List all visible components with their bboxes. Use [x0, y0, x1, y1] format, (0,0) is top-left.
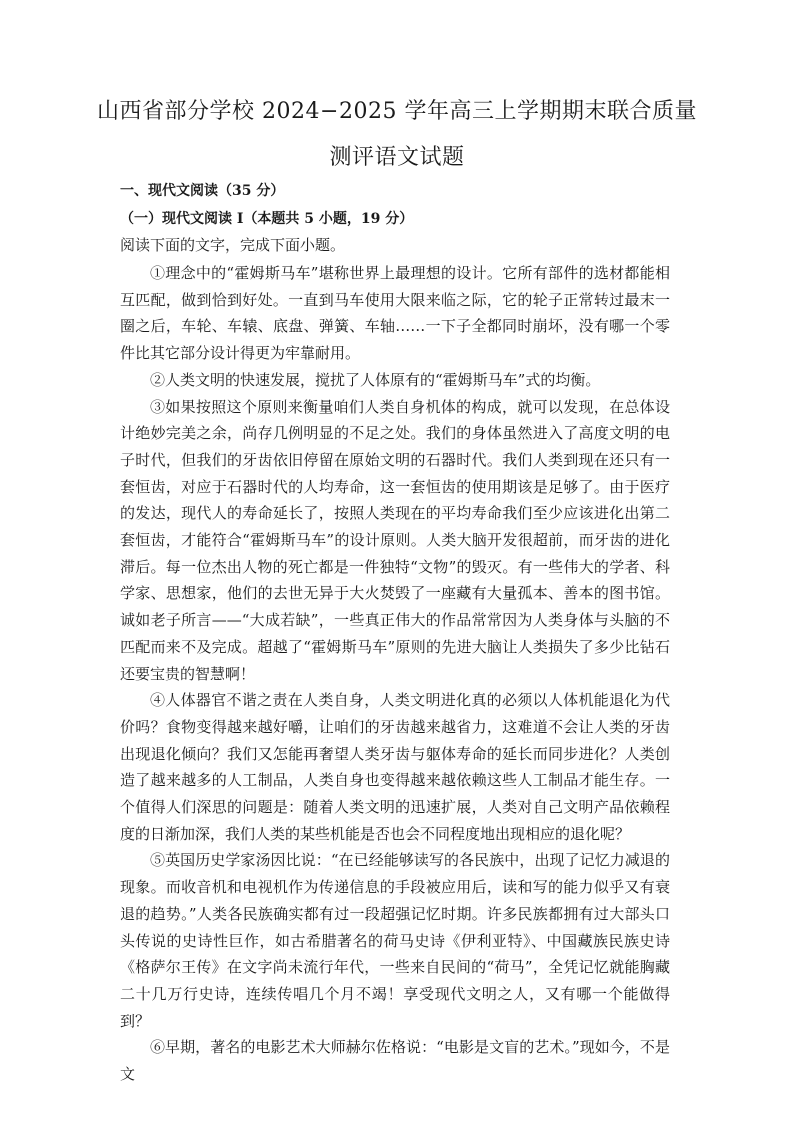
- passage-paragraph-3: ③如果按照这个原则来衡量咱们人类自身机体的构成，就可以发现，在总体设计绝妙完美之余，尚存几例明显的不足之处。我们的身体虽然进入了高度文明的电子时代，但我们的牙齿依旧停留在原始文明的石器时代。我们人类到现在还只有一套恒齿，对应于石器时代的人均寿命，这一套恒齿的使用期该是足够了。由于医疗的发达，现代人的寿命延长了，按照人类现在的平均寿命我们至少应该进化出第二套恒齿，才能符合“霍姆斯马车”的设计原则。人类大脑开发很超前，而牙齿的进化滞后。每一位杰出人物的死亡都是一件独特“文物”的毁灭。有一些伟大的学者、科学家、思想家，他们的去世无异于大火焚毁了一座藏有大量孤本、善本的图书馆。诚如老子所言——“大成若缺”，一些真正伟大的作品常常因为人类身体与头脑的不匹配而来不及完成。超越了“霍姆斯马车”原则的先进大脑让人类损失了多少比钻石还要宝贵的智慧啊！: [120, 397, 670, 683]
- passage-paragraph-2: ②人类文明的快速发展，搅扰了人体原有的“霍姆斯马车”式的均衡。: [150, 370, 601, 389]
- subsection-heading: （一）现代文阅读 I（本题共 5 小题，19 分）: [120, 211, 414, 227]
- document-title-line1: 山西省部分学校 2024−2025 学年高三上学期期末联合质量: [97, 99, 697, 124]
- document-title-line2: 测评语文试题: [329, 145, 465, 170]
- passage-paragraph-4: ④人体器官不谐之责在人类自身，人类文明进化真的必须以人体机能退化为代价吗？食物变得越来越好嚼，让咱们的牙齿越来越省力，这难道不会让人类的牙齿出现退化倾向？我们又怎能再奢望人类牙齿与躯体寿命的延长而同步进化？人类创造了越来越多的人工制品，人类自身也变得越来越依赖这些人工制品才能生存。一个值得人们深思的问题是：随着人类文明的迅速扩展，人类对自己文明产品依赖程度的日渐加深，我们人类的某些机能是否也会不同程度地出现相应的退化呢？: [120, 691, 670, 843]
- instruction-text: 阅读下面的文字，完成下面小题。: [120, 236, 346, 254]
- passage-paragraph-5: ⑤英国历史学家汤因比说：“在已经能够读写的各民族中，出现了记忆力减退的现象。而收音机和电视机作为传递信息的手段被应用后，读和写的能力似乎又有衰退的趋势。”人类各民族确实都有过一段超强记忆时期。许多民族都拥有过大部头口头传说的史诗性巨作，如古希腊著名的荷马史诗《伊利亚特》、中国藏族民族史诗《格萨尔王传》在文字尚未流行年代，一些来自民间的“荷马”，全凭记忆就能胸藏二十几万行史诗，连续传唱几个月不竭！享受现代文明之人，又有哪一个能做得到？: [120, 851, 670, 1030]
- passage-paragraph-1: ①理念中的“霍姆斯马车”堪称世界上最理想的设计。它所有部件的选材都能相互匹配，做到恰到好处。一直到马车使用大限来临之际，它的轮子正常转过最末一圈之后，车轮、车辕、底盘、弹簧、车轴……一下子全都同时崩坏，没有哪一个零件比其它部分设计得更为牢靠耐用。: [120, 264, 670, 363]
- passage-paragraph-6: ⑥早期，著名的电影艺术大师赫尔佐格说：“电影是文盲的艺术。”现如今，不是文: [120, 1038, 670, 1084]
- passage-body: [120, 260, 670, 1088]
- section-heading: 一、现代文阅读（35 分）: [120, 183, 285, 199]
